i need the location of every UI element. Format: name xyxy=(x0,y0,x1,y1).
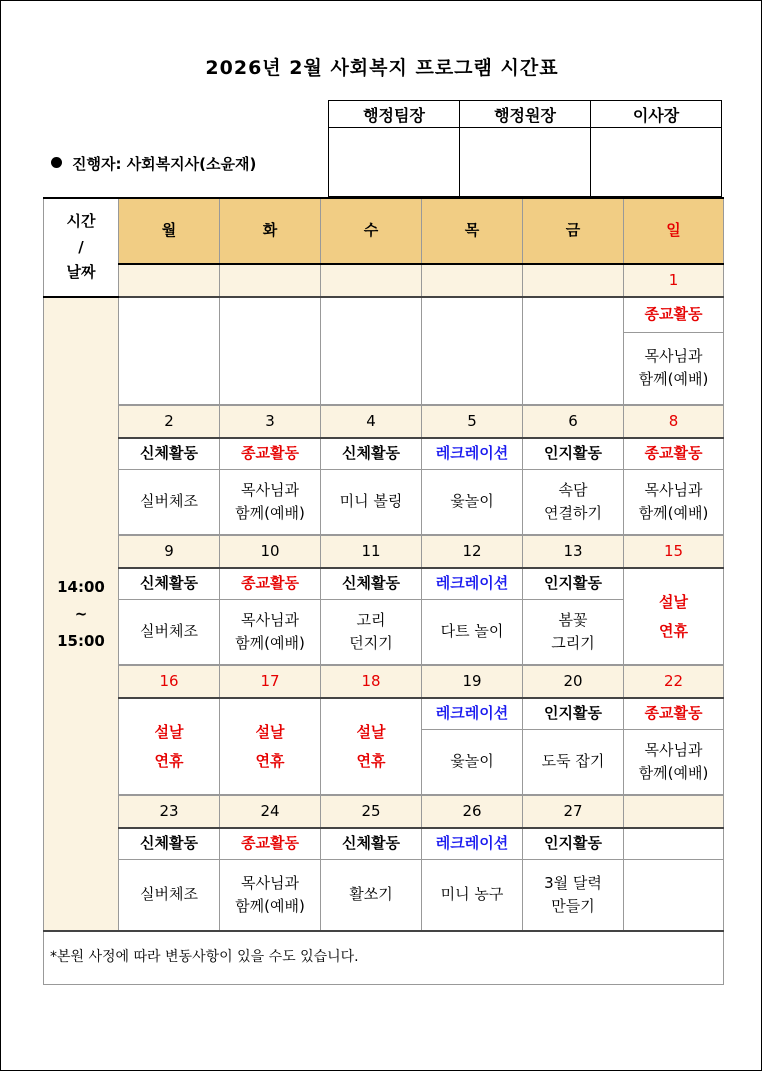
signature-cell xyxy=(460,128,591,197)
activity-name: 목사님과 함께(예배) xyxy=(220,600,321,666)
time-slot: 14:00 ~ 15:00 xyxy=(44,297,119,931)
empty-cell xyxy=(119,297,220,405)
activity-name: 목사님과 함께(예배) xyxy=(624,470,724,536)
holiday-cell: 설날 연휴 xyxy=(119,698,220,795)
page-title: 2026년 2월 사회복지 프로그램 시간표 xyxy=(205,57,559,79)
date-cell xyxy=(119,264,220,297)
approval-box xyxy=(328,100,722,197)
activity-category: 종교활동 xyxy=(220,438,321,470)
date-cell: 20 xyxy=(523,665,624,698)
day-header-thu: 목 xyxy=(422,198,523,264)
activity-category: 레크레이션 xyxy=(422,568,523,600)
activity-name: 실버체조 xyxy=(119,860,220,932)
activity-name: 봄꽃 그리기 xyxy=(523,600,624,666)
activity-category: 신체활동 xyxy=(321,828,422,860)
activity-name: 윷놀이 xyxy=(422,730,523,796)
date-cell: 8 xyxy=(624,405,724,438)
date-cell xyxy=(321,264,422,297)
approval-team-lead: 행정팀장 xyxy=(329,101,460,128)
activity-category: 종교활동 xyxy=(624,698,724,730)
signature-cell xyxy=(591,128,722,197)
activity-category: 신체활동 xyxy=(119,568,220,600)
activity-category: 종교활동 xyxy=(624,297,724,332)
empty-cell xyxy=(422,297,523,405)
date-cell: 18 xyxy=(321,665,422,698)
activity-name xyxy=(624,860,724,932)
date-cell: 26 xyxy=(422,795,523,828)
activity-name: 활쏘기 xyxy=(321,860,422,932)
activity-name: 실버체조 xyxy=(119,600,220,666)
date-cell: 2 xyxy=(119,405,220,438)
day-header-wed: 수 xyxy=(321,198,422,264)
date-cell xyxy=(422,264,523,297)
day-header-mon: 월 xyxy=(119,198,220,264)
activity-category: 신체활동 xyxy=(119,828,220,860)
day-header-tue: 화 xyxy=(220,198,321,264)
activity-name: 속담 연결하기 xyxy=(523,470,624,536)
footnote: *본원 사정에 따라 변동사항이 있을 수도 있습니다. xyxy=(44,931,724,985)
empty-cell xyxy=(220,297,321,405)
schedule-table xyxy=(43,197,724,985)
activity-category: 인지활동 xyxy=(523,828,624,860)
activity-name: 목사님과 함께(예배) xyxy=(624,332,724,405)
activity-name: 실버체조 xyxy=(119,470,220,536)
date-cell: 3 xyxy=(220,405,321,438)
activity-name: 목사님과 함께(예배) xyxy=(220,860,321,932)
date-cell: 17 xyxy=(220,665,321,698)
date-cell: 15 xyxy=(624,535,724,568)
date-cell: 1 xyxy=(624,264,724,297)
activity-category: 인지활동 xyxy=(523,698,624,730)
date-cell xyxy=(624,795,724,828)
holiday-cell: 설날 연휴 xyxy=(321,698,422,795)
activity-category xyxy=(624,828,724,860)
activity-category: 종교활동 xyxy=(220,828,321,860)
bullet-icon xyxy=(51,157,62,168)
date-cell: 4 xyxy=(321,405,422,438)
program-leader: 진행자: 사회복지사(소윤재) xyxy=(51,153,256,174)
activity-name: 목사님과 함께(예배) xyxy=(624,730,724,796)
approval-admin-director: 행정원장 xyxy=(460,101,591,128)
day-header-sun: 일 xyxy=(624,198,724,264)
activity-name: 다트 놀이 xyxy=(422,600,523,666)
date-cell: 12 xyxy=(422,535,523,568)
activity-category: 레크레이션 xyxy=(422,698,523,730)
activity-name: 3월 달력 만들기 xyxy=(523,860,624,932)
signature-cell xyxy=(329,128,460,197)
date-cell: 24 xyxy=(220,795,321,828)
activity-category: 인지활동 xyxy=(523,438,624,470)
date-cell xyxy=(523,264,624,297)
activity-name: 윷놀이 xyxy=(422,470,523,536)
date-cell: 6 xyxy=(523,405,624,438)
date-cell: 9 xyxy=(119,535,220,568)
date-cell: 27 xyxy=(523,795,624,828)
time-date-corner: 시간 / 날짜 xyxy=(44,198,119,297)
activity-category: 레크레이션 xyxy=(422,828,523,860)
approval-chairman: 이사장 xyxy=(591,101,722,128)
empty-cell xyxy=(321,297,422,405)
date-cell: 19 xyxy=(422,665,523,698)
date-cell: 22 xyxy=(624,665,724,698)
date-cell: 5 xyxy=(422,405,523,438)
activity-name: 도둑 잡기 xyxy=(523,730,624,796)
activity-category: 종교활동 xyxy=(624,438,724,470)
holiday-cell: 설날 연휴 xyxy=(624,568,724,665)
activity-name: 미니 볼링 xyxy=(321,470,422,536)
activity-name: 고리 던지기 xyxy=(321,600,422,666)
activity-category: 인지활동 xyxy=(523,568,624,600)
date-cell xyxy=(220,264,321,297)
activity-category: 신체활동 xyxy=(119,438,220,470)
date-cell: 10 xyxy=(220,535,321,568)
date-cell: 23 xyxy=(119,795,220,828)
date-cell: 25 xyxy=(321,795,422,828)
day-header-fri: 금 xyxy=(523,198,624,264)
empty-cell xyxy=(523,297,624,405)
activity-name: 목사님과 함께(예배) xyxy=(220,470,321,536)
activity-category: 종교활동 xyxy=(220,568,321,600)
activity-category: 레크레이션 xyxy=(422,438,523,470)
holiday-cell: 설날 연휴 xyxy=(220,698,321,795)
date-cell: 13 xyxy=(523,535,624,568)
activity-category: 신체활동 xyxy=(321,568,422,600)
activity-name: 미니 농구 xyxy=(422,860,523,932)
activity-category: 신체활동 xyxy=(321,438,422,470)
date-cell: 16 xyxy=(119,665,220,698)
date-cell: 11 xyxy=(321,535,422,568)
